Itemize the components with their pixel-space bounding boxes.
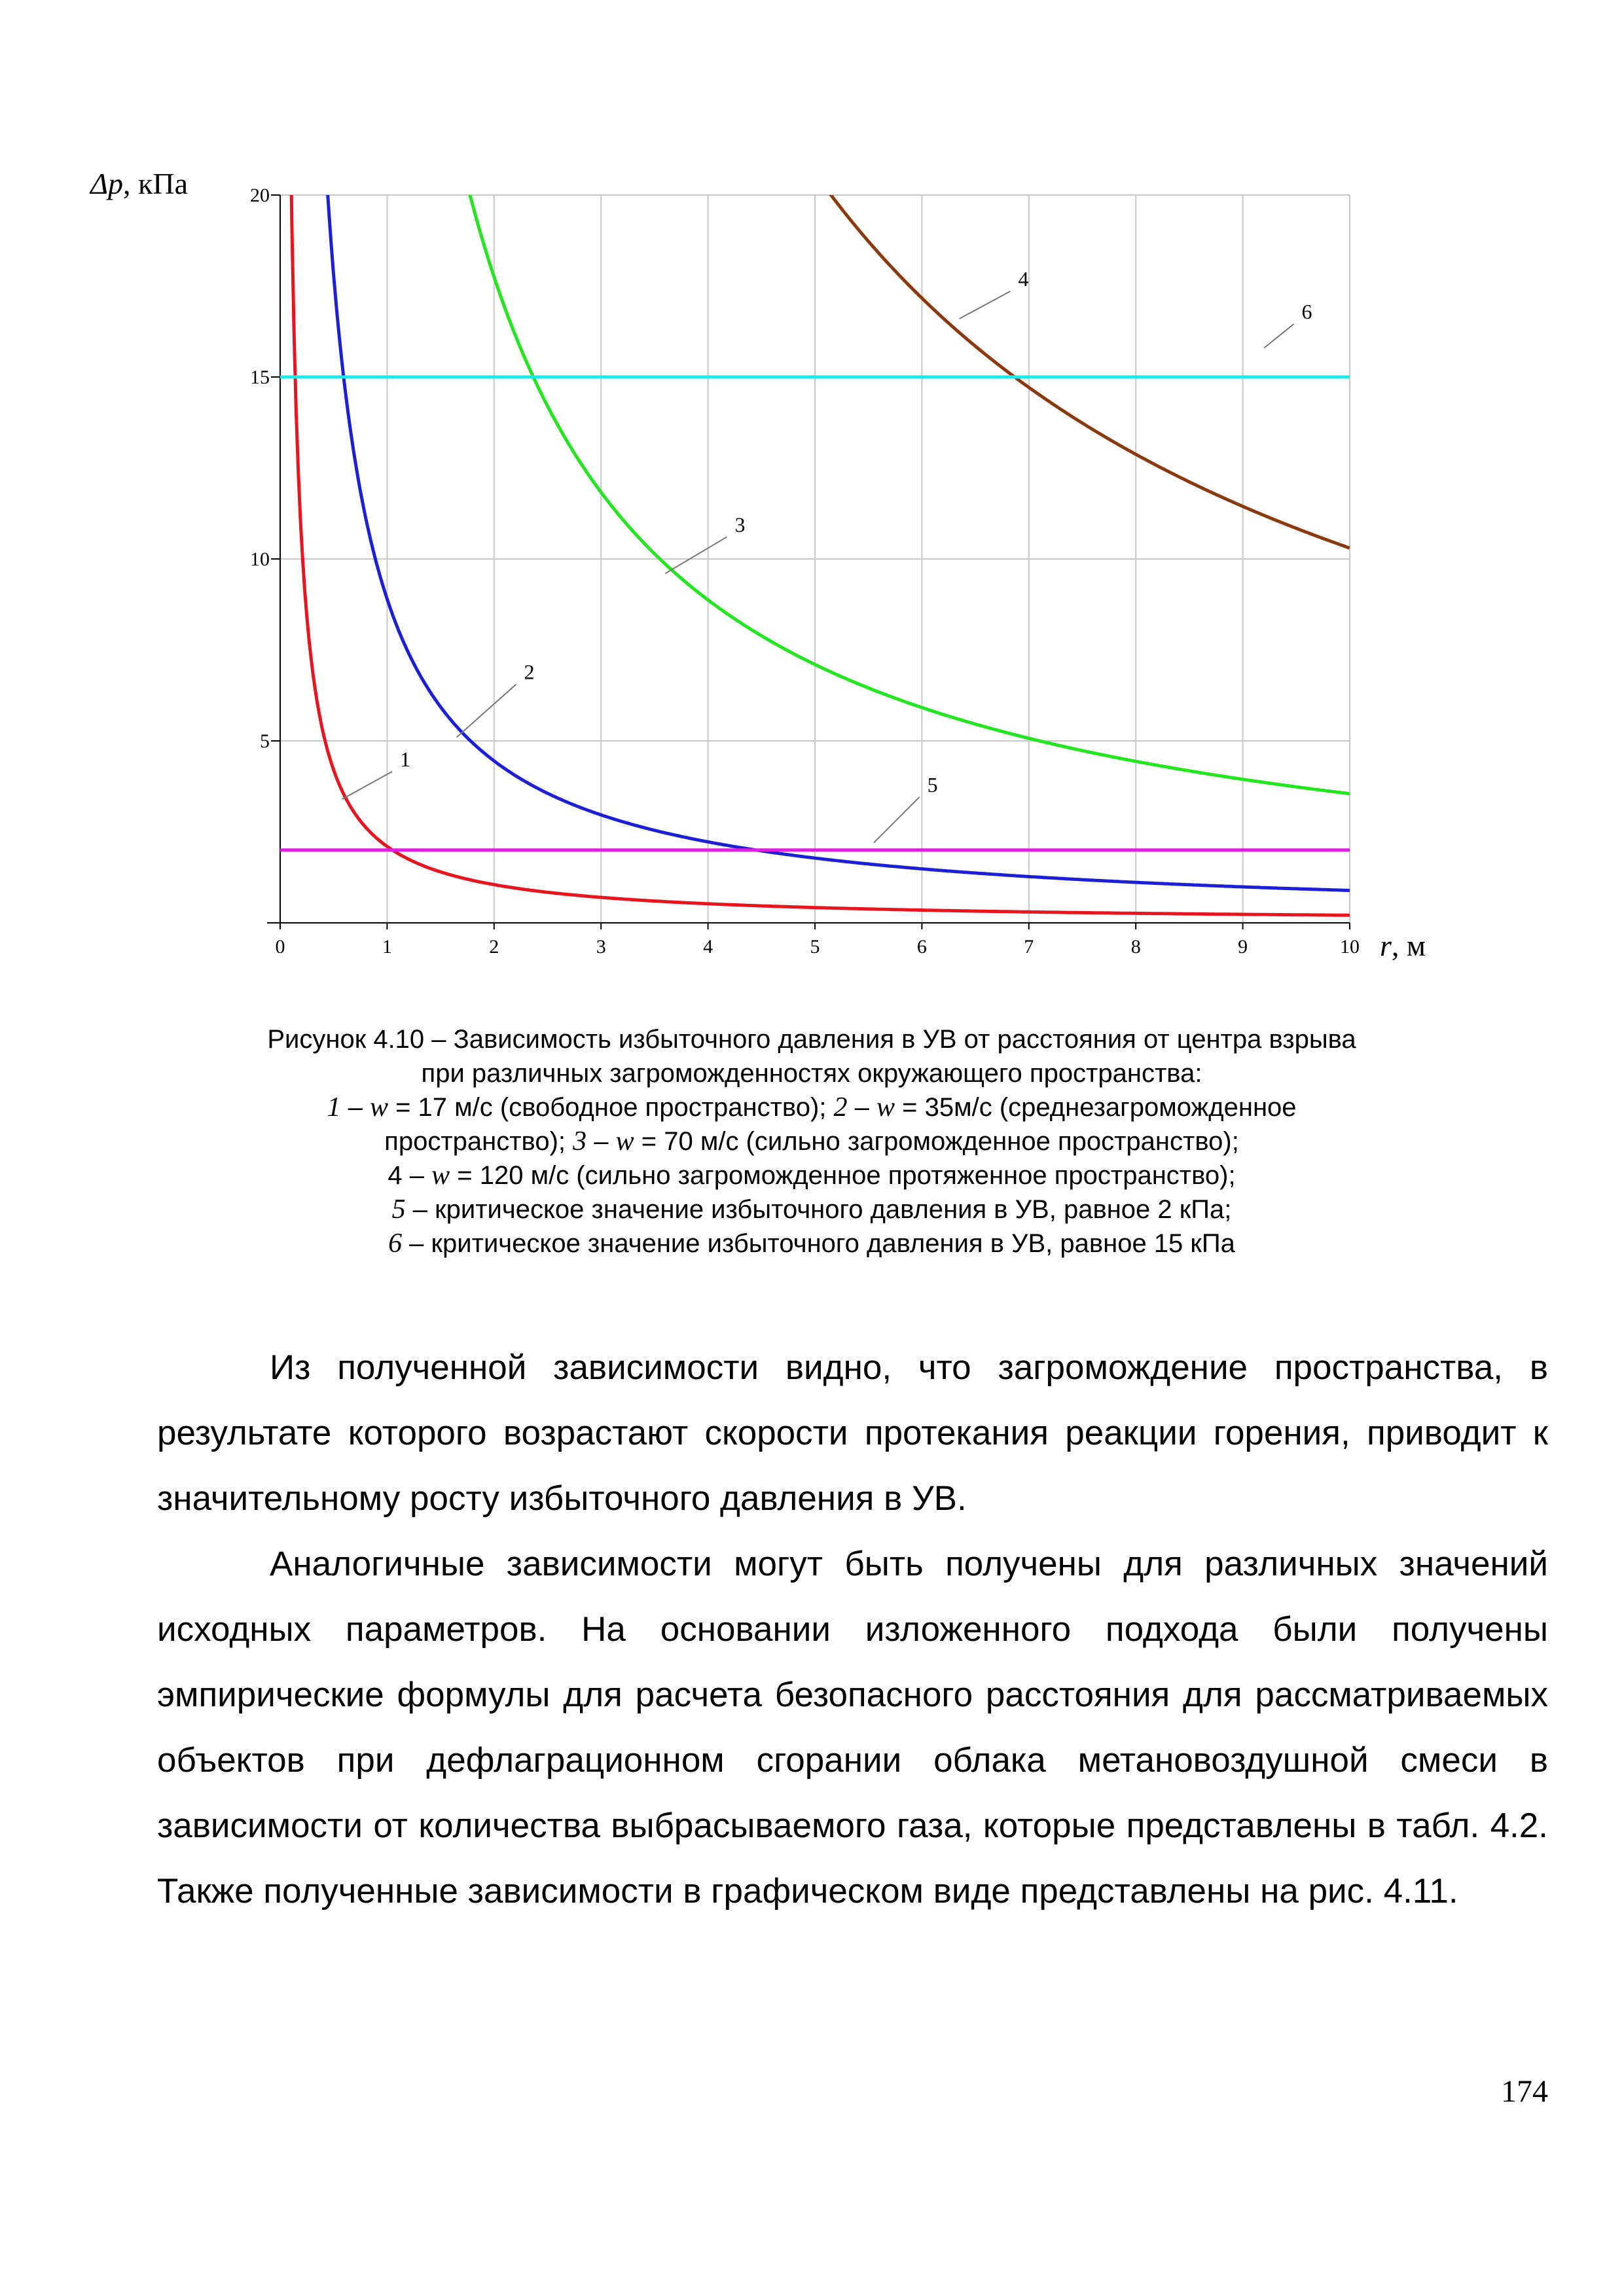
figure-caption <box>196 1022 1427 1261</box>
x-tick-label: 0 <box>275 936 285 958</box>
y-tick-label: 15 <box>250 367 270 388</box>
x-tick-label: 9 <box>1238 936 1248 958</box>
caption-item-5-number: 5 <box>391 1194 406 1225</box>
caption-item-4-w: w <box>431 1160 450 1191</box>
x-tick-label: 6 <box>916 936 927 958</box>
curve-3-label: 3 <box>734 512 746 537</box>
caption-item-2-number: 2 <box>833 1092 848 1122</box>
y-tick-label: 5 <box>260 730 270 752</box>
caption-line-2: при различных загроможденностях окружающего пространства: <box>421 1059 1202 1088</box>
caption-line-3: 1 – w = 17 м/с (свободное пространство); 2 – w = 35м/с (среднезагроможденное <box>327 1092 1297 1122</box>
paragraph-1: Из полученной зависимости видно, что загромождение пространства, в результате которого возрастают скорости протекания реакции горения, приводит к значительному росту избыточного давления в УВ. <box>157 1348 1548 1518</box>
caption-line-6: 5 – критическое значение избыточного давления в УВ, равное 2 кПа; <box>391 1194 1232 1225</box>
curve-4-label: 4 <box>1018 267 1029 291</box>
page-number: 174 <box>1501 2074 1548 2109</box>
axes <box>250 185 1360 958</box>
figure-4-10-chart <box>0 0 1624 995</box>
caption-item-2-w: w <box>876 1092 895 1122</box>
curve-6-leader <box>1264 324 1293 348</box>
y-tick-label: 10 <box>250 548 270 570</box>
caption-line-4: пространство); 3 – w = 70 м/с (сильно загроможденное пространство); <box>384 1126 1239 1157</box>
caption-item-3-w: w <box>615 1126 634 1157</box>
caption-item-1-number: 1 <box>327 1092 341 1122</box>
y-axis-unit: , кПа <box>123 167 188 200</box>
curve-5-label: 5 <box>927 772 938 797</box>
curve-2-label: 2 <box>524 660 535 684</box>
caption-item-1-w: w <box>369 1092 388 1122</box>
curve-4-leader <box>960 291 1011 319</box>
curve-3-leader <box>665 537 727 573</box>
grid <box>280 195 1350 923</box>
series-1-curve <box>285 0 1350 915</box>
paragraph-2: Аналогичные зависимости могут быть получены для различных значений исходных параметров. На основании изложенного подхода были получены эмпирические формулы для расчета безопасного расстояния для рассматриваемых объектов при дефлаграционном сгорании облака метановоздушной смеси в зависимости от количества выбрасываемого газа, которые представлены в табл. 4.2. Также полученные зависимости в графическом виде представлены на рис. 4.11. <box>157 1545 1548 1910</box>
curve-2-leader <box>457 684 516 737</box>
curve-1-label: 1 <box>400 747 411 771</box>
caption-line-5: 4 – w = 120 м/с (сильно загроможденное протяженное пространство); <box>388 1160 1236 1191</box>
caption-item-3-number: 3 <box>573 1126 587 1157</box>
x-axis-label <box>1380 929 1426 962</box>
x-tick-label: 3 <box>596 936 606 958</box>
y-tick-label: 20 <box>250 185 270 206</box>
y-axis-label <box>89 167 188 200</box>
x-tick-label: 10 <box>1340 936 1360 958</box>
caption-line-7: 6 – критическое значение избыточного давления в УВ, равное 15 кПа <box>388 1229 1235 1259</box>
caption-line-1: Рисунок 4.10 – Зависимость избыточного давления в УВ от расстояния от центра взрыва <box>267 1025 1356 1054</box>
x-tick-label: 1 <box>382 936 392 958</box>
series-3-curve <box>457 140 1350 794</box>
caption-item-6-number: 6 <box>388 1229 403 1259</box>
y-axis-symbol: Δp <box>90 167 123 200</box>
series-4-curve <box>810 166 1350 548</box>
x-tick-label: 8 <box>1130 936 1141 958</box>
curve-1-leader <box>342 772 392 799</box>
curve-5-leader <box>874 797 920 843</box>
curve-6-label: 6 <box>1301 300 1312 324</box>
x-tick-label: 4 <box>703 936 713 958</box>
body-text <box>157 1335 1548 1924</box>
x-axis-unit: , м <box>1391 929 1426 962</box>
x-axis-symbol: r <box>1380 929 1392 962</box>
x-tick-label: 5 <box>810 936 820 958</box>
x-tick-label: 2 <box>489 936 499 958</box>
caption-item-4-number: 4 – <box>388 1161 432 1190</box>
series-2-curve <box>323 113 1350 891</box>
x-tick-label: 7 <box>1024 936 1034 958</box>
